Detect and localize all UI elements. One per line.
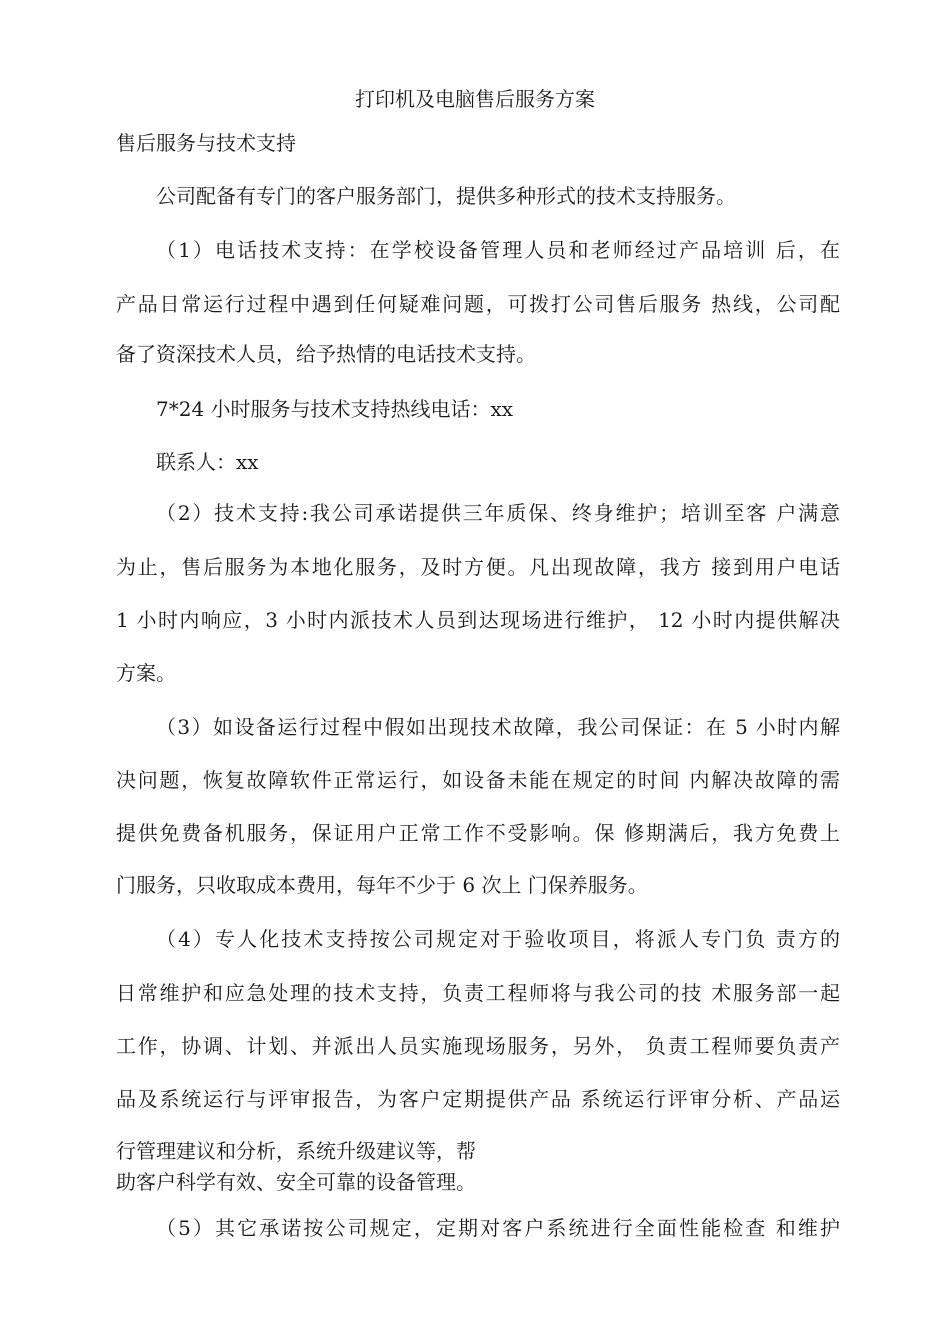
paragraph-line: （3）如设备运行过程中假如出现技术故障，我公司保证：在 5 小时内解 (156, 715, 840, 739)
page-title: 打印机及电脑售后服务方案 (355, 87, 595, 111)
paragraph-line: 行管理建议和分析，系统升级建议等，帮 (116, 1139, 476, 1163)
paragraph-line: 决问题，恢复故障软件正常运行，如设备未能在规定的时间 内解决故障的需 (116, 768, 840, 792)
hotline-text: 7*24 小时服务与技术支持热线电话：xx (156, 397, 514, 421)
paragraph-line: 助客户科学有效、安全可靠的设备管理。 (116, 1170, 476, 1194)
paragraph-line: 品及系统运行与评审报告，为客户定期提供产品 系统运行评审分析、产品运 (116, 1087, 840, 1111)
paragraph-line: 备了资深技术人员，给予热情的电话技术支持。 (116, 342, 536, 366)
intro-paragraph: 公司配备有专门的客户服务部门，提供多种形式的技术支持服务。 (156, 184, 736, 208)
paragraph-line: 1 小时内响应，3 小时内派技术人员到达现场进行维护， 12 小时内提供解决 (116, 608, 840, 632)
paragraph-line: （5）其它承诺按公司规定，定期对客户系统进行全面性能检查 和维护 (156, 1216, 840, 1240)
paragraph-line: （2）技术支持:我公司承诺提供三年质保、终身维护；培训至客 户满意 (156, 501, 840, 525)
paragraph-line: （4）专人化技术支持按公司规定对于验收项目，将派人专门负 责方的 (156, 927, 840, 951)
paragraph-line: 产品日常运行过程中遇到任何疑难问题，可拨打公司售后服务 热线，公司配 (116, 292, 840, 316)
paragraph-line: 日常维护和应急处理的技术支持，负责工程师将与我公司的技 术服务部一起 (116, 981, 840, 1005)
paragraph-line: 为止，售后服务为本地化服务，及时方便。凡出现故障，我方 接到用户电话 (116, 555, 840, 579)
paragraph-line: 门服务，只收取成本费用，每年不少于 6 次上 门保养服务。 (116, 873, 648, 897)
paragraph-line: 方案。 (116, 661, 176, 685)
paragraph-line: （1）电话技术支持：在学校设备管理人员和老师经过产品培训 后，在 (156, 238, 840, 262)
paragraph-line: 提供免费备机服务，保证用户正常工作不受影响。保 修期满后，我方免费上 (116, 821, 840, 845)
section-heading: 售后服务与技术支持 (116, 131, 296, 155)
paragraph-line: 工作，协调、计划、并派出人员实施现场服务，另外， 负责工程师要负责产 (116, 1034, 840, 1058)
contact-text: 联系人：xx (156, 450, 259, 474)
